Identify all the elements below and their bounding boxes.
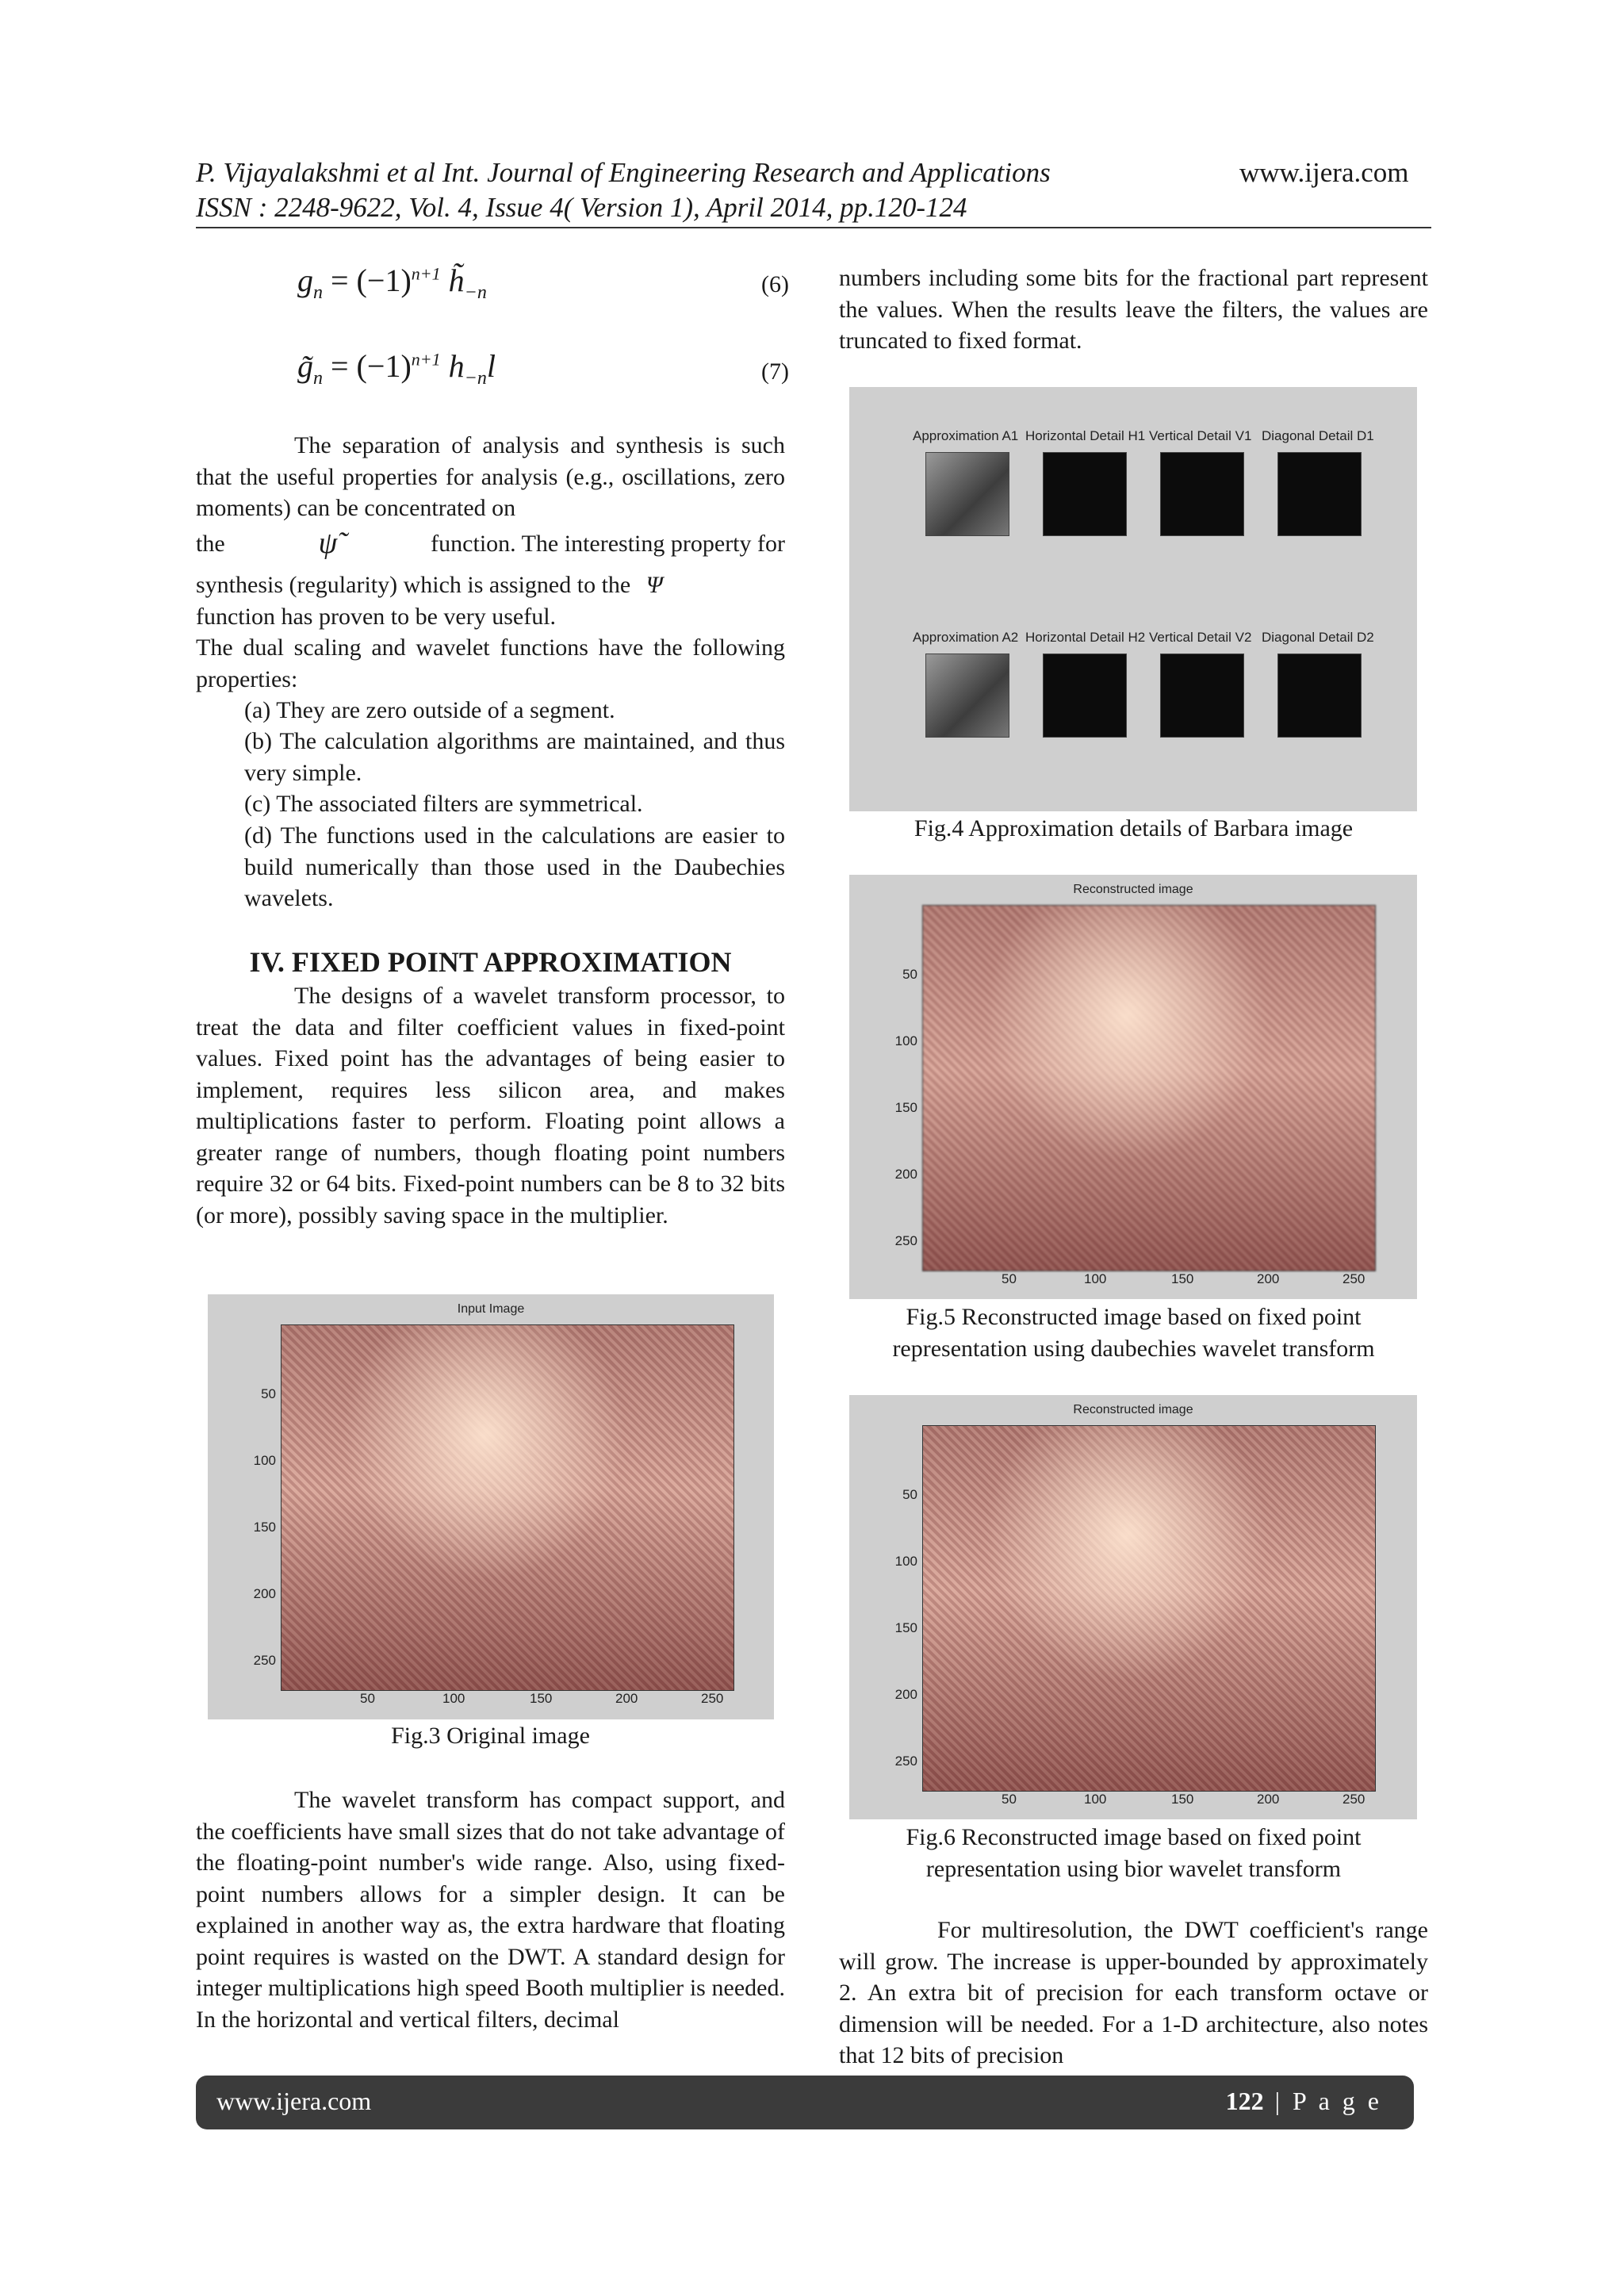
list-item-a: (a) They are zero outside of a segment. <box>244 697 615 723</box>
ytick: 250 <box>894 1754 917 1769</box>
xtick: 250 <box>1342 1792 1365 1807</box>
ytick: 250 <box>253 1653 276 1668</box>
ytick: 200 <box>894 1687 917 1702</box>
list-item-b: (b) The calculation algorithms are maintained, and thus very simple. <box>244 728 785 786</box>
xtick: 200 <box>615 1691 638 1706</box>
xtick: 50 <box>1002 1792 1017 1807</box>
ytick: 50 <box>902 1487 917 1502</box>
ytick: 200 <box>253 1586 276 1601</box>
header-issn: ISSN : 2248-9622, Vol. 4, Issue 4( Version 1), April 2014, pp.120-124 <box>196 192 967 223</box>
psi-line-start: the <box>196 531 225 557</box>
synthesis-line-text: synthesis (regularity) which is assigned to the <box>196 572 631 598</box>
figure-3 <box>208 1294 774 1719</box>
xtick: 100 <box>1084 1271 1107 1286</box>
ytick: 50 <box>902 967 917 982</box>
equation-7-body: $g̃_n = (-1)^{n+1}$ $h_{-n}l$ <box>297 348 496 389</box>
figure-5-caption-line2: representation using daubechies wavelet transform <box>892 1336 1375 1362</box>
ytick: 200 <box>894 1167 917 1182</box>
figure-5-xticks <box>922 1271 1374 1290</box>
equation-7 <box>297 347 789 395</box>
psi-symbol: Ψ <box>645 572 663 598</box>
fig4-label-v2: Vertical Detail V2 <box>1149 630 1252 645</box>
figure-5-yticks <box>889 905 921 1270</box>
figure-4-caption: Fig.4 Approximation details of Barbara image <box>914 815 1354 841</box>
left-paragraph-2: The dual scaling and wavelet functions have the following properties: <box>196 634 785 692</box>
ytick: 100 <box>894 1033 917 1048</box>
fig4-label-v1: Vertical Detail V1 <box>1149 428 1252 443</box>
psi-tilde-symbol: ψ̃ <box>318 527 338 560</box>
left-paragraph-3: The designs of a wavelet transform processor, to treat the data and filter coefficient values in fixed-point values. Fixed point has the advantages of being easier to implement, requires less silicon area, and makes multiplications faster to perform. Floating point allows a greater range of numbers, though floating point numbers require 32 or 64 bits. Fixed-point numbers can be 8 to 32 bits (or more), possibly saving space in the multiplier. <box>196 983 785 1228</box>
xtick: 250 <box>701 1691 724 1706</box>
footer-page-number: 122 <box>1225 2087 1264 2115</box>
fig4-thumb-h2 <box>1043 654 1127 738</box>
ytick: 150 <box>894 1100 917 1115</box>
figure-5-image <box>922 905 1376 1271</box>
page-footer <box>196 2076 1414 2129</box>
fig4-label-d2: Diagonal Detail D2 <box>1262 630 1374 645</box>
figure-6-xticks <box>922 1792 1374 1811</box>
fig4-thumb-v1 <box>1160 452 1244 536</box>
figure-5-title: Reconstructed image <box>1073 883 1193 896</box>
figure-3-caption: Fig.3 Original image <box>391 1723 590 1749</box>
header-url: www.ijera.com <box>1239 157 1409 188</box>
ytick: 150 <box>894 1620 917 1635</box>
psi-line-end: function. The interesting property for <box>431 531 785 557</box>
equation-6-body: $g_n = (-1)^{n+1}$ $h̃_{-n}$ <box>297 263 487 303</box>
ytick: 100 <box>894 1554 917 1569</box>
xtick: 200 <box>1257 1792 1280 1807</box>
xtick: 150 <box>1171 1271 1194 1286</box>
header-rule <box>196 227 1431 228</box>
figure-3-xticks <box>281 1691 733 1710</box>
fig4-thumb-a1 <box>925 452 1009 536</box>
list-item-c: (c) The associated filters are symmetrical. <box>244 791 643 817</box>
figure-5-caption-line1: Fig.5 Reconstructed image based on fixed point <box>906 1304 1362 1330</box>
fig4-thumb-h1 <box>1043 452 1127 536</box>
figure-6-caption-line2: representation using bior wavelet transform <box>925 1856 1342 1882</box>
ytick: 100 <box>253 1453 276 1468</box>
left-paragraph-1-psi-line <box>196 528 785 560</box>
fig4-label-a1: Approximation A1 <box>913 428 1019 443</box>
figure-3-yticks <box>247 1324 279 1689</box>
xtick: 200 <box>1257 1271 1280 1286</box>
left-paragraph-4: The wavelet transform has compact support, and the coefficients have small sizes that do not take advantage of the floating-point number's wide range. Also, using fixed-point numbers allows for a simpler design. It can be explained in another way as, the extra hardware that floating point requires is wasted on the DWT. A standard design for integer multiplications high speed Booth multiplier is needed. In the horizontal and vertical filters, decimal <box>196 1787 785 2033</box>
equation-6-number: (6) <box>761 271 789 297</box>
fig4-label-d1: Diagonal Detail D1 <box>1262 428 1374 443</box>
figure-3-image <box>281 1324 734 1691</box>
figure-3-title: Input Image <box>457 1302 525 1316</box>
figure-5 <box>849 875 1417 1299</box>
xtick: 50 <box>360 1691 375 1706</box>
fig4-thumb-a2 <box>925 654 1009 738</box>
xtick: 250 <box>1342 1271 1365 1286</box>
fig4-label-h2: Horizontal Detail H2 <box>1025 630 1146 645</box>
right-paragraph-1: numbers including some bits for the fractional part represent the values. When the results leave the filters, the values are truncated to fixed format. <box>839 265 1428 354</box>
fig4-label-h1: Horizontal Detail H1 <box>1025 428 1146 443</box>
ytick: 150 <box>253 1520 276 1535</box>
xtick: 150 <box>1171 1792 1194 1807</box>
fig4-thumb-d1 <box>1277 452 1362 536</box>
fig4-thumb-d2 <box>1277 654 1362 738</box>
footer-url: www.ijera.com <box>216 2087 372 2115</box>
equation-7-number: (7) <box>761 358 789 385</box>
figure-4 <box>849 387 1417 811</box>
xtick: 150 <box>530 1691 553 1706</box>
xtick: 50 <box>1002 1271 1017 1286</box>
figure-6-caption-line1: Fig.6 Reconstructed image based on fixed point <box>906 1824 1362 1850</box>
figure-6-title: Reconstructed image <box>1073 1403 1193 1416</box>
footer-page <box>1226 2087 1382 2116</box>
left-paragraph-1-end: function has proven to be very useful. <box>196 604 557 630</box>
section-title: IV. FIXED POINT APPROXIMATION <box>249 946 732 978</box>
fig4-label-a2: Approximation A2 <box>913 630 1019 645</box>
right-paragraph-2: For multiresolution, the DWT coefficient's range will grow. The increase is upper-bounded by approximately 2. An extra bit of precision for each transform octave or dimension will be needed. For a 1-D architecture, also notes that 12 bits of precision <box>839 1917 1428 2068</box>
xtick: 100 <box>442 1691 465 1706</box>
ytick: 250 <box>894 1233 917 1248</box>
footer-page-label: | P a g e <box>1274 2087 1382 2115</box>
header-journal: P. Vijayalakshmi et al Int. Journal of Engineering Research and Applications <box>196 157 1051 188</box>
figure-6 <box>849 1395 1417 1819</box>
figure-6-image <box>922 1425 1376 1792</box>
fig4-thumb-v2 <box>1160 654 1244 738</box>
left-paragraph-1-synthesis-line <box>196 569 785 601</box>
left-paragraph-1: The separation of analysis and synthesis is such that the useful properties for analysis (e.g., oscillations, zero moments) can be concentrated on <box>196 432 785 521</box>
xtick: 100 <box>1084 1792 1107 1807</box>
figure-6-yticks <box>889 1425 921 1790</box>
ytick: 50 <box>261 1386 276 1401</box>
list-item-d: (d) The functions used in the calculations are easier to build numerically than those used in the Daubechies wavelets. <box>244 822 785 911</box>
equation-6 <box>297 262 789 309</box>
